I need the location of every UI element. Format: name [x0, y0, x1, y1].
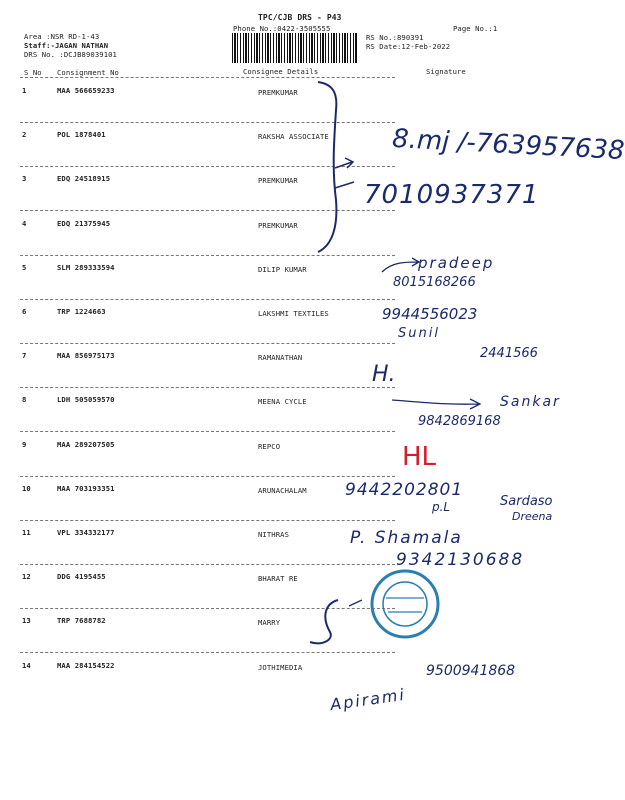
row-serial-number: 10 — [22, 484, 31, 493]
rs-number: RS No.:890391 — [366, 33, 424, 42]
row-consignment-number: SLM 289333594 — [57, 263, 115, 272]
row-consignee-name: JOTHIMEDIA — [258, 663, 303, 672]
row-serial-number: 6 — [22, 307, 27, 316]
row-consignee-name: BHARAT RE — [258, 574, 298, 583]
row-serial-number: 2 — [22, 130, 27, 139]
document-title: TPC/CJB DRS - P43 — [258, 13, 342, 22]
row-consignment-number: LDH 505059570 — [57, 395, 115, 404]
row-serial-number: 8 — [22, 395, 27, 404]
row-consignee-name: PREMKUMAR — [258, 88, 298, 97]
handwritten-name: pradeep — [418, 254, 495, 272]
row-serial-number: 12 — [22, 572, 31, 581]
bracket-mark — [310, 600, 338, 643]
handwritten-name: Apirami — [329, 684, 407, 715]
row-consignee-name: NITHRAS — [258, 530, 289, 539]
handwritten-signature: 8.mj /-763957638 — [391, 123, 625, 167]
row-consignee-name: PREMKUMAR — [258, 221, 298, 230]
row-consignee-name: MEENA CYCLE — [258, 397, 307, 406]
row-consignee-name: RAMANATHAN — [258, 353, 303, 362]
row-serial-number: 9 — [22, 440, 27, 449]
row-consignment-number: MAA 284154522 — [57, 661, 115, 670]
phone-number: Phone No.:0422-3505555 — [233, 24, 331, 33]
bracket-mark — [318, 82, 336, 252]
staff-label: Staff:-JAGAN NATHAN — [24, 41, 109, 50]
row-serial-number: 5 — [22, 263, 27, 272]
row-consignment-number: EDQ 21375945 — [57, 219, 111, 228]
row-consignee-name: RAKSHA ASSOCIATE — [258, 132, 329, 141]
area-label: Area :NSR RD-1-43 — [24, 32, 100, 41]
row-consignment-number: DDG 4195455 — [57, 572, 106, 581]
handwritten-name: Sardaso — [500, 494, 553, 509]
row-consignment-number: POL 1878401 — [57, 130, 106, 139]
col-sno: S No — [24, 68, 42, 77]
col-consignee: Consignee Details — [243, 67, 319, 76]
arrow-mark — [335, 182, 354, 188]
row-serial-number: 1 — [22, 86, 27, 95]
handwritten-phone: 9342130688 — [396, 550, 525, 570]
row-serial-number: 11 — [22, 528, 31, 537]
row-serial-number: 7 — [22, 351, 27, 360]
handwritten-phone: 9442202801 — [345, 480, 464, 500]
handwritten-signature: HL — [402, 442, 437, 472]
row-consignee-name: ARUNACHALAM — [258, 486, 307, 495]
company-stamp — [372, 571, 438, 637]
row-consignment-number: EDQ 24518915 — [57, 174, 111, 183]
handwritten-note: p.L — [432, 500, 451, 514]
row-consignee-name: DILIP KUMAR — [258, 265, 307, 274]
row-consignment-number: MAA 856975173 — [57, 351, 115, 360]
handwritten-phone: 2441566 — [480, 346, 538, 361]
arrow-mark — [349, 600, 362, 606]
handwritten-phone: 9842869168 — [418, 414, 501, 429]
handwritten-name: Sankar — [500, 394, 561, 410]
row-consignment-number: TRP 1224663 — [57, 307, 106, 316]
handwritten-name: P. Shamala — [350, 528, 463, 548]
row-serial-number: 13 — [22, 616, 31, 625]
row-serial-number: 14 — [22, 661, 31, 670]
row-consignment-number: TRP 7688782 — [57, 616, 106, 625]
rs-date: RS Date:12-Feb-2022 — [366, 42, 451, 51]
row-consignee-name: LAKSHMI TEXTILES — [258, 309, 329, 318]
handwritten-phone: 7010937371 — [364, 180, 540, 210]
row-serial-number: 3 — [22, 174, 27, 183]
row-serial-number: 4 — [22, 219, 27, 228]
row-consignment-number: MAA 289207505 — [57, 440, 115, 449]
page-number: Page No.:1 — [453, 24, 498, 33]
handwritten-name: Sunil — [398, 326, 440, 341]
arrow-mark — [392, 399, 480, 409]
handwritten-signature: H. — [372, 362, 396, 387]
handwritten-phone: 9500941868 — [426, 663, 516, 679]
arrow-mark — [335, 158, 353, 168]
row-consignee-name: MARRY — [258, 618, 281, 627]
arrow-mark — [382, 258, 419, 272]
drs-number: DRS No. :DCJB89039101 — [24, 50, 117, 59]
row-consignment-number: MAA 566659233 — [57, 86, 115, 95]
row-consignee-name: REPCO — [258, 442, 281, 451]
row-consignment-number: MAA 703193351 — [57, 484, 115, 493]
handwritten-phone: 8015168266 — [393, 275, 476, 290]
col-signature: Signature — [426, 67, 466, 76]
row-consignee-name: PREMKUMAR — [258, 176, 298, 185]
col-consignment: Consignment No — [57, 68, 119, 77]
handwritten-phone: 9944556023 — [382, 305, 478, 323]
handwritten-name: Dreena — [512, 510, 553, 523]
row-consignment-number: VPL 334332177 — [57, 528, 115, 537]
